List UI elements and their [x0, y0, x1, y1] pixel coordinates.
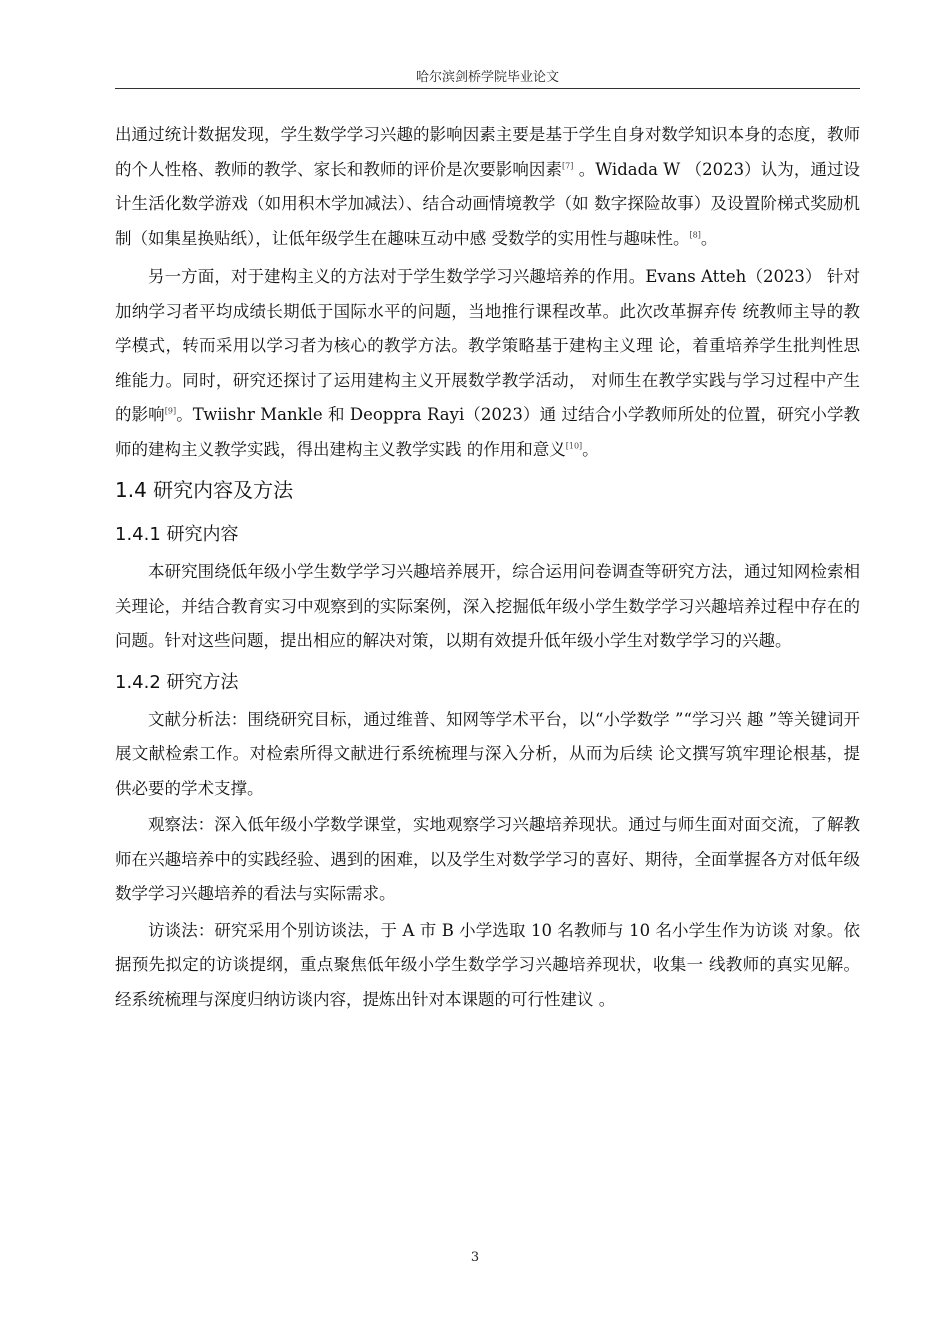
citation-ref: [10]: [565, 441, 583, 450]
paragraph-review-1: [115, 118, 860, 256]
paragraph-text: 。: [582, 439, 599, 459]
header-rule: [115, 88, 860, 89]
paragraph-text: 。Twiishr Mankle 和 Deoppra Rayi（2023）通 过结合小学教师所处的位置，研究小学教师的建构主义教学实践，得出建构主义教学实践 的作用和意义: [115, 405, 861, 459]
citation-ref: [9]: [164, 406, 177, 416]
page-body: [115, 118, 860, 1017]
section-heading-1-4: 1.4 研究内容及方法: [115, 478, 294, 502]
paragraph-method-literature: 文献分析法：围绕研究目标，通过维普、知网等学术平台，以“小学数学 ”“学习兴 趣 ”等关键词开展文献检索工作。对检索所得文献进行系统梳理与深入分析，从而为后续 论文撰写筑牢理论根基，提供必要的学术支撑。: [115, 709, 860, 798]
page-number: 3: [470, 1250, 480, 1265]
citation-ref: [7]: [562, 161, 574, 170]
paragraph-method-observation: 观察法：深入低年级小学数学课堂，实地观察学习兴趣培养现状。通过与师生面对面交流，了解教师在兴趣培养中的实践经验、遇到的困难，以及学生对数学学习的喜好、期待，全面掌握各方对低年级数学学习兴趣培养的看法与实际需求。: [115, 815, 860, 903]
paragraph-text: 。Widada W （2023）认为，通过设计生活化数学游戏（如用积木学加减法）、结合动画情境教学（如 数字探险故事）及设置阶梯式奖励机制（如集星换贴纸），让低年级学生在趣味互动中感 受数学的实用性与趣味性。: [115, 159, 861, 248]
paragraph-text: 出通过统计数据发现，学生数学学习兴趣的影响因素主要是基于学生自身对数学知识本身的态度，教师的个人性格、教师的教学、家长和教师的评价是次要影响因素: [115, 125, 860, 179]
paragraph-text: 另一方面，对于建构主义的方法对于学生数学学习兴趣培养的作用。Evans Atteh（2023） 针对加纳学习者平均成绩长期低于国际水平的问题，当地推行课程改革。此次改革摒弃传 统教师主导的教学模式，转而采用以学习者为核心的教学方法。教学策略基于建构主义理 论，着重培养学生批判性思维能力。同时，研究还探讨了运用建构主义开展数学教学活动， 对师生在教学实践与学习过程中产生的影响: [115, 267, 860, 424]
citation-ref: [8]: [689, 230, 701, 239]
paragraph-review-2: [115, 260, 860, 467]
section-heading-1-4-1: 1.4.1 研究内容: [115, 524, 239, 545]
paragraph-research-content: 本研究围绕低年级小学生数学学习兴趣培养展开，综合运用问卷调查等研究方法，通过知网检索相关理论，并结合教育实习中观察到的实际案例，深入挖掘低年级小学生数学学习兴趣培养过程中存在的问题。针对这些问题，提出相应的解决对策，以期有效提升低年级小学生对数学学习的兴趣。: [115, 562, 860, 650]
section-heading-1-4-2: 1.4.2 研究方法: [115, 671, 239, 693]
paragraph-method-interview: 访谈法：研究采用个别访谈法，于 A 市 B 小学选取 10 名教师与 10 名小学生作为访谈 对象。依据预先拟定的访谈提纲，重点聚焦低年级小学生数学学习兴趣培养现状，收集一 线教师的真实见解。经系统梳理与深度归纳访谈内容，提炼出针对本课题的可行性建议 。: [115, 920, 860, 1009]
running-header: 哈尔滨剑桥学院毕业论文: [415, 70, 559, 85]
paragraph-text: 。: [700, 228, 718, 248]
